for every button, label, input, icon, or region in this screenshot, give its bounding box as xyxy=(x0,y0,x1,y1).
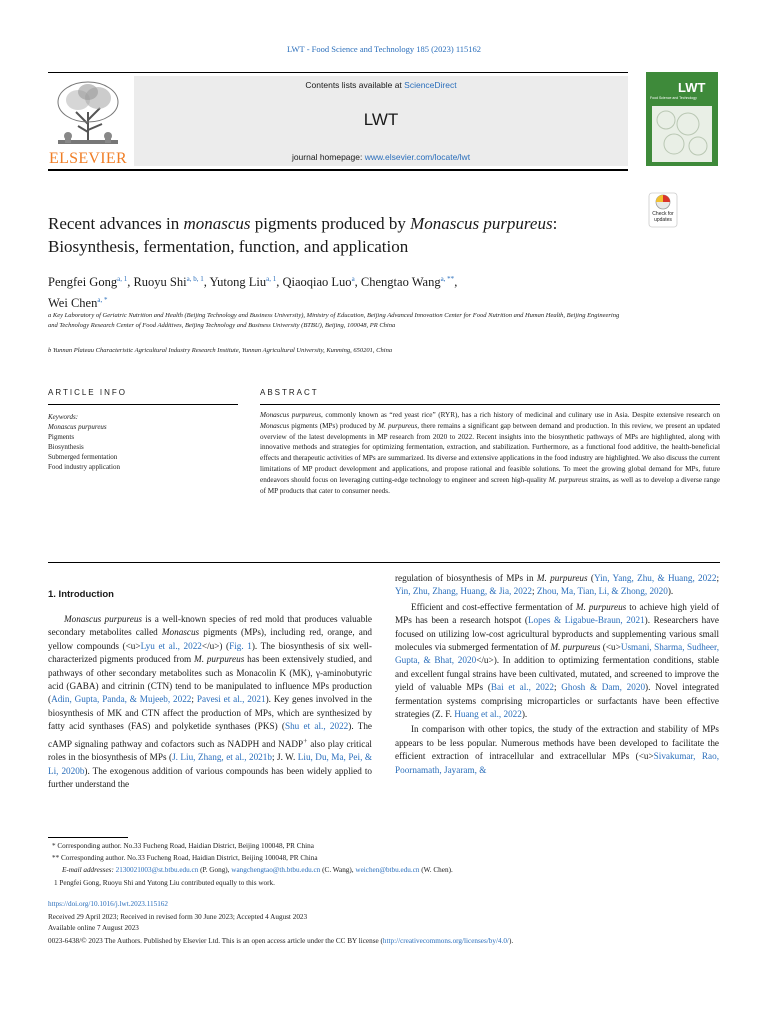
author-separator: , xyxy=(203,275,210,290)
journal-homepage-link[interactable]: www.elsevier.com/locate/lwt xyxy=(364,152,471,162)
figure-link[interactable]: Fig. 1 xyxy=(229,640,252,651)
text-fragment: ). The exogenous addition of various compounds has been widely applied to further understand the xyxy=(48,765,372,789)
keywords-block xyxy=(48,412,238,472)
contents-prefix: Contents lists available at xyxy=(305,80,405,90)
abstract-fragment: Monascus purpureus xyxy=(260,411,322,419)
intro-paragraph-3 xyxy=(395,723,719,777)
author-separator: , xyxy=(127,275,134,290)
keyword-item: Submerged fermentation xyxy=(48,453,118,461)
title-part-4: Monascus purpureus xyxy=(410,214,553,233)
citation-link[interactable]: Zhou, Ma, Tian, Li, & Zhong, 2020 xyxy=(536,586,668,597)
author-affiliation-marker[interactable]: a, 1 xyxy=(117,275,128,283)
text-fragment: ; xyxy=(716,573,719,583)
email-owner: (W. Chen). xyxy=(419,866,453,874)
text-fragment: ). Key genes involved in the biosynthesis of MK and CTN affect the production of MPs, which are synthesized by fatty acid synthases (FAS) and polyketide synthases (PKS) ( xyxy=(48,694,373,732)
received-dates: Received 29 April 2023; Received in revised form 30 June 2023; Accepted 4 August 2023 xyxy=(48,913,308,921)
citation-link[interactable]: Shu et al., 2022 xyxy=(284,721,349,732)
abstract-fragment: strains, as well as to develop a diverse range of MP products that cater to consumer needs. xyxy=(260,475,720,495)
text-fragment: M. purpureus xyxy=(550,642,601,653)
check-for-updates-label: Check for updates xyxy=(652,211,674,223)
available-online-date: Available online 7 August 2023 xyxy=(48,924,139,932)
header-bottom-rule xyxy=(48,169,628,171)
cover-pattern xyxy=(652,106,712,162)
footnote-corresponding-2: ** Corresponding author. No.33 Fucheng Road, Haidian District, Beijing 100048, PR China xyxy=(52,854,318,862)
footnote-emails xyxy=(62,865,722,876)
text-fragment: In comparison with other topics, the study of the extraction and stability of MPs appears to be less popular. Numerous methods have been developed to facilitate the efficient extraction of intracellular and extracellular MPs (<u> xyxy=(395,724,719,762)
email-owner: (P. Gong), xyxy=(198,866,232,874)
title-part-2: monascus xyxy=(183,214,251,233)
footnote-equal-contribution: 1 Pengfei Gong, Ruoyu Shi and Yutong Liu contributed equally to this work. xyxy=(54,879,275,887)
author-name[interactable]: Pengfei Gong xyxy=(48,275,118,290)
header-top-rule xyxy=(48,72,628,73)
abstract-fragment: pigments (MPs) produced by xyxy=(289,421,379,430)
abstract-fragment: Monascus xyxy=(260,421,290,430)
citation-link[interactable]: Lopes & Ligabue-Braun, 2021 xyxy=(527,615,645,626)
footnote-rule xyxy=(48,837,128,838)
email-link[interactable]: weichen@btbu.edu.cn xyxy=(355,866,420,874)
intro-paragraph-1 xyxy=(48,613,372,791)
text-fragment: also play critical roles in the biosynthesis of MPs ( xyxy=(48,738,372,763)
cover-subtitle: Food Science and Technology xyxy=(650,96,697,100)
author-name[interactable]: Wei Chen xyxy=(48,296,98,311)
abstract-rule xyxy=(260,404,720,405)
license-link[interactable]: http://creativecommons.org/licenses/by/4.0/ xyxy=(382,937,509,945)
article-info-heading: ARTICLE INFO xyxy=(48,388,127,397)
text-fragment: (<u> xyxy=(600,642,621,653)
text-fragment: is a well-known species of red mold that produces valuable secondary metabolites called xyxy=(48,614,372,638)
title-part-1: Recent advances in xyxy=(48,214,184,233)
citation-link[interactable]: Ghosh & Dam, 2020 xyxy=(561,682,646,693)
license-text: 0023-6438/© 2023 The Authors. Published by Elsevier Ltd. This is an open access article under the CC BY license ( xyxy=(48,937,383,945)
affiliation-a: a Key Laboratory of Geriatric Nutrition and Health (Beijing Technology and Business University), Ministry of Education, Beijing Advanced Innovation Center for Food Nutrition and Human Health, Beijing Engineering and Technology Research Center of Food Additives, Beijing Technology and Business University (BTBU), Beijing, 100048, PR China xyxy=(48,312,620,329)
citation-link[interactable]: Sivakumar, Rao, Poornamath, Jayaram, & xyxy=(395,751,719,775)
body-column-right xyxy=(395,572,719,779)
affiliation-b: b Yunnan Plateau Characteristic Agricultural Industry Research Institute, Yunnan Agricultural University, Kunming, 650201, China xyxy=(48,347,393,354)
text-fragment: ; xyxy=(553,682,562,693)
text-fragment: ). Novel integrated fermentation systems comprising microparticles or surfactants have been effective strategies (Z. F. xyxy=(395,682,719,720)
text-fragment: M. purpureus xyxy=(575,601,627,612)
author-separator: , xyxy=(454,275,458,290)
cover-title: LWT xyxy=(678,80,706,95)
intro-paragraph-continued xyxy=(395,572,719,599)
keyword-item: Biosynthesis xyxy=(48,443,84,451)
author-affiliation-marker[interactable]: a, 1 xyxy=(266,275,277,283)
text-fragment: ). The cAMP signaling pathway and cofactors such as NADPH and NADP xyxy=(48,721,372,749)
journal-name: LWT xyxy=(363,110,399,129)
intro-paragraph-2 xyxy=(395,601,719,722)
text-fragment: </u>). In addition to optimizing fermentation conditions, stable and excellent fungal strains have been cultivated, mutated, and screened to improve the yield of valuable MPs ( xyxy=(395,655,720,693)
email-link[interactable]: 2130021003@st.btbu.edu.cn xyxy=(115,866,199,874)
footnote-corresponding-1: * Corresponding author. No.33 Fucheng Road, Haidian District, Beijing 100048, PR China xyxy=(52,842,314,850)
abstract-heading: ABSTRACT xyxy=(260,388,319,397)
citation-link[interactable]: Yin, Yang, Zhu, & Huang, 2022 xyxy=(593,573,717,583)
citation-link[interactable]: Liu, Du, Ma, Pei, & Li, 2020b xyxy=(48,752,372,776)
text-fragment: Monascus purpureus xyxy=(64,614,142,624)
citation-link[interactable]: Usmani, Sharma, Sudheer, Gupta, & Bhat, 2020 xyxy=(395,642,719,666)
text-fragment: ). xyxy=(521,709,528,720)
abstract-fragment: , there remains a significant gap between demand and production. In this review, we present an updated overview of the latest developments in MP research from 2020 to 2022. Recent insights into the biosynthetic pathways of MPs are highlighted, along with innovative methods and strategies for optimizing fermentation, extraction, and stabilization. Furthermore, as a functional food additive, the health-beneficial effects and therapeutic activities of MPs are summarized. Its diverse and extensive applications in the food industry are highlighted. We also discuss the current limitations of MP product development and applications, and propose rational and feasible solutions. To meet the growing global demand for MPs, future endeavors should focus on leveraging cutting-edge technology to engineer and screen high-quality xyxy=(260,421,721,484)
text-fragment: ( xyxy=(587,573,594,583)
contents-available-line xyxy=(134,80,628,90)
abstract-fragment: M. purpureus xyxy=(378,421,418,430)
cover-image xyxy=(652,106,712,162)
text-fragment: ; xyxy=(532,586,537,597)
text-fragment: ). The biosynthesis of six well-characterized pigments produced from xyxy=(48,640,372,665)
text-fragment: </u>) ( xyxy=(201,640,230,651)
citation-link[interactable]: Pavesi et al., 2021 xyxy=(196,694,266,705)
text-fragment: M. purpureus xyxy=(536,573,588,583)
author-separator: , xyxy=(276,275,283,290)
author-affiliation-marker[interactable]: a, ** xyxy=(440,275,455,283)
author-name[interactable]: Qiaoqiao Luo xyxy=(282,275,352,290)
author-name[interactable]: Ruoyu Shi xyxy=(133,275,187,290)
text-fragment: Efficient and cost-effective fermentation of xyxy=(411,601,576,612)
keyword-item: Monascus purpureus xyxy=(48,423,107,431)
body-column-left xyxy=(48,613,372,793)
homepage-prefix: journal homepage: xyxy=(291,152,365,162)
text-fragment: to achieve high yield of MPs has been a research hotspot ( xyxy=(395,601,719,626)
text-fragment: regulation of biosynthesis of MPs in xyxy=(395,573,537,583)
citation-link[interactable]: J. Liu, Zhang, et al., 2021b xyxy=(172,752,272,763)
text-fragment: ). Researchers have focused on utilizing low-cost agricultural byproducts and supplementing various small molecules via submerged fermentation of xyxy=(395,615,719,653)
license-statement xyxy=(48,937,728,945)
author-name[interactable]: Yutong Liu xyxy=(209,275,267,290)
author-name[interactable]: Chengtao Wang xyxy=(360,275,441,290)
text-fragment: ; J. W. xyxy=(271,752,298,763)
citation-link[interactable]: Bai et al., 2022 xyxy=(490,682,554,693)
doi-link[interactable]: https://doi.org/10.1016/j.lwt.2023.115162 xyxy=(48,900,168,908)
text-fragment: ). xyxy=(667,586,674,597)
text-fragment: has been extensively studied, and pathways of other secondary metabolites such as Monacolin K (MK), γ-aminobutyric acid (GABA) and citrinin (CTN) tend to be manipulated to influence MPs production ( xyxy=(48,654,373,705)
keywords-label: Keywords: xyxy=(48,413,79,421)
abstract-fragment: M. purpureus xyxy=(548,475,588,484)
text-fragment: ; xyxy=(191,694,197,705)
text-fragment: Monascus xyxy=(161,627,200,638)
journal-homepage-line xyxy=(134,152,628,162)
license-text-end: ). xyxy=(508,937,514,945)
email-owner: (C. Wang), xyxy=(320,866,356,874)
keyword-item: Pigments xyxy=(48,433,75,441)
author-separator: , xyxy=(354,275,361,290)
publisher-wordmark: ELSEVIER xyxy=(49,150,127,167)
author-affiliation-marker[interactable]: a xyxy=(351,275,355,283)
abstract-fragment: , commonly known as “red yeast rice” (RYR), has a rich history of medicinal and culinary use in Asia. Despite extensive research on xyxy=(321,411,720,419)
author-affiliation-marker[interactable]: a, * xyxy=(97,296,108,305)
text-fragment: pigments (MPs), including red, orange, and yellow compounds (<u> xyxy=(48,627,373,651)
title-part-3: pigments produced by xyxy=(250,214,411,233)
journal-reference[interactable]: LWT - Food Science and Technology 185 (2023) 115162 xyxy=(286,44,482,54)
email-label: E-mail addresses: xyxy=(62,866,116,874)
article-title xyxy=(48,212,638,258)
author-affiliation-marker[interactable]: a, b, 1 xyxy=(186,275,204,283)
text-fragment: M. purpureus xyxy=(194,654,245,665)
superscript-plus: + xyxy=(303,735,308,745)
article-info-rule xyxy=(48,404,238,405)
citation-link[interactable]: Yin, Zhu, Zhang, Huang, & Jia, 2022 xyxy=(395,586,533,597)
email-link[interactable]: wangchengtao@th.btbu.edu.cn xyxy=(231,866,321,874)
sciencedirect-link[interactable]: ScienceDirect xyxy=(404,80,457,90)
citation-link[interactable]: Lyu et al., 2022 xyxy=(140,640,202,651)
keyword-item: Food industry application xyxy=(48,463,120,471)
author-list xyxy=(48,270,608,312)
section-heading-introduction: 1. Introduction xyxy=(48,589,114,600)
abstract-body xyxy=(260,410,720,496)
title-part-5: : xyxy=(552,214,558,233)
citation-link[interactable]: Huang et al., 2022 xyxy=(454,709,522,720)
title-line-2: Biosynthesis, fermentation, function, and application xyxy=(48,237,409,256)
abstract-bottom-rule xyxy=(48,562,720,563)
citation-link[interactable]: Adin, Gupta, Panda, & Mujeeb, 2022 xyxy=(51,694,192,705)
